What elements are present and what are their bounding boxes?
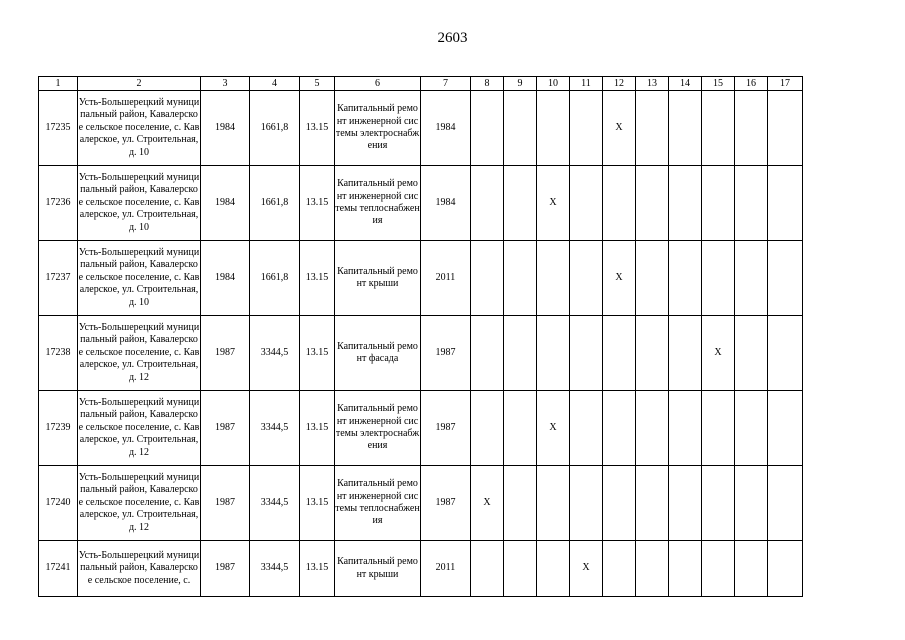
year-built-cell: 1987 <box>201 466 250 541</box>
mark-cell-col-8 <box>471 541 504 597</box>
column-header: 2 <box>78 77 201 91</box>
row-id-cell: 17241 <box>39 541 78 597</box>
mark-cell-col-14 <box>669 166 702 241</box>
mark-cell-col-15: X <box>702 316 735 391</box>
code-cell: 13.15 <box>300 541 335 597</box>
column-header: 12 <box>603 77 636 91</box>
area-cell: 3344,5 <box>250 391 300 466</box>
mark-cell-col-9 <box>504 391 537 466</box>
year-built-cell: 1984 <box>201 166 250 241</box>
column-header: 10 <box>537 77 570 91</box>
column-header: 15 <box>702 77 735 91</box>
year-work-cell: 1984 <box>421 166 471 241</box>
mark-cell-col-15 <box>702 541 735 597</box>
area-cell: 3344,5 <box>250 541 300 597</box>
column-header: 14 <box>669 77 702 91</box>
mark-cell-col-10: X <box>537 166 570 241</box>
mark-cell-col-13 <box>636 166 669 241</box>
address-cell: Усть-Большерецкий муниципальный район, Кавалерское сельское поселение, с. Кавалерское, ул. Строительная,д. 12 <box>78 466 201 541</box>
mark-cell-col-8 <box>471 316 504 391</box>
row-id-cell: 17239 <box>39 391 78 466</box>
work-type-cell: Капитальный ремонт инженерной системы теплоснабжения <box>335 166 421 241</box>
mark-cell-col-12 <box>603 466 636 541</box>
mark-cell-col-13 <box>636 91 669 166</box>
column-header: 7 <box>421 77 471 91</box>
year-work-cell: 1984 <box>421 91 471 166</box>
column-header: 9 <box>504 77 537 91</box>
address-cell: Усть-Большерецкий муниципальный район, Кавалерское сельское поселение, с. Кавалерское, ул. Строительная,д. 10 <box>78 91 201 166</box>
mark-cell-col-14 <box>669 241 702 316</box>
year-work-cell: 1987 <box>421 466 471 541</box>
address-cell: Усть-Большерецкий муниципальный район, Кавалерское сельское поселение, с. Кавалерское, ул. Строительная,д. 12 <box>78 316 201 391</box>
code-cell: 13.15 <box>300 391 335 466</box>
mark-cell-col-12 <box>603 391 636 466</box>
mark-cell-col-11 <box>570 166 603 241</box>
code-cell: 13.15 <box>300 466 335 541</box>
column-header: 1 <box>39 77 78 91</box>
area-cell: 3344,5 <box>250 466 300 541</box>
row-id-cell: 17235 <box>39 91 78 166</box>
mark-cell-col-9 <box>504 91 537 166</box>
mark-cell-col-16 <box>735 541 768 597</box>
code-cell: 13.15 <box>300 91 335 166</box>
year-built-cell: 1984 <box>201 241 250 316</box>
mark-cell-col-8 <box>471 91 504 166</box>
year-built-cell: 1987 <box>201 391 250 466</box>
code-cell: 13.15 <box>300 166 335 241</box>
mark-cell-col-11 <box>570 391 603 466</box>
mark-cell-col-16 <box>735 166 768 241</box>
area-cell: 3344,5 <box>250 316 300 391</box>
mark-cell-col-14 <box>669 391 702 466</box>
mark-cell-col-13 <box>636 391 669 466</box>
area-cell: 1661,8 <box>250 91 300 166</box>
mark-cell-col-11: X <box>570 541 603 597</box>
header-row <box>39 77 803 91</box>
table-row <box>39 466 803 541</box>
mark-cell-col-17 <box>768 241 803 316</box>
column-header: 4 <box>250 77 300 91</box>
mark-cell-col-9 <box>504 316 537 391</box>
mark-cell-col-11 <box>570 316 603 391</box>
row-id-cell: 17238 <box>39 316 78 391</box>
mark-cell-col-12 <box>603 541 636 597</box>
mark-cell-col-15 <box>702 466 735 541</box>
mark-cell-col-16 <box>735 466 768 541</box>
work-type-cell: Капитальный ремонт крыши <box>335 241 421 316</box>
mark-cell-col-9 <box>504 466 537 541</box>
table-row <box>39 316 803 391</box>
page-number: 2603 <box>437 30 468 46</box>
row-id-cell: 17237 <box>39 241 78 316</box>
work-type-cell: Капитальный ремонт инженерной системы электроснабжения <box>335 391 421 466</box>
column-header: 3 <box>201 77 250 91</box>
column-header: 16 <box>735 77 768 91</box>
mark-cell-col-12: X <box>603 91 636 166</box>
column-header: 6 <box>335 77 421 91</box>
mark-cell-col-14 <box>669 541 702 597</box>
mark-cell-col-10 <box>537 316 570 391</box>
column-header: 8 <box>471 77 504 91</box>
column-header: 11 <box>570 77 603 91</box>
mark-cell-col-12 <box>603 316 636 391</box>
mark-cell-col-14 <box>669 91 702 166</box>
mark-cell-col-13 <box>636 541 669 597</box>
row-id-cell: 17240 <box>39 466 78 541</box>
mark-cell-col-8 <box>471 241 504 316</box>
year-built-cell: 1987 <box>201 316 250 391</box>
year-work-cell: 1987 <box>421 316 471 391</box>
mark-cell-col-16 <box>735 391 768 466</box>
year-built-cell: 1984 <box>201 91 250 166</box>
code-cell: 13.15 <box>300 316 335 391</box>
mark-cell-col-13 <box>636 316 669 391</box>
table-row <box>39 391 803 466</box>
mark-cell-col-10 <box>537 541 570 597</box>
address-cell: Усть-Большерецкий муниципальный район, Кавалерское сельское поселение, с. <box>78 541 201 597</box>
table-row <box>39 166 803 241</box>
mark-cell-col-17 <box>768 541 803 597</box>
mark-cell-col-17 <box>768 391 803 466</box>
mark-cell-col-12 <box>603 166 636 241</box>
table-row <box>39 91 803 166</box>
area-cell: 1661,8 <box>250 241 300 316</box>
work-type-cell: Капитальный ремонт инженерной системы электроснабжения <box>335 91 421 166</box>
mark-cell-col-9 <box>504 241 537 316</box>
mark-cell-col-13 <box>636 241 669 316</box>
mark-cell-col-12: X <box>603 241 636 316</box>
mark-cell-col-15 <box>702 391 735 466</box>
mark-cell-col-11 <box>570 241 603 316</box>
mark-cell-col-10: X <box>537 391 570 466</box>
row-id-cell: 17236 <box>39 166 78 241</box>
mark-cell-col-15 <box>702 241 735 316</box>
mark-cell-col-9 <box>504 166 537 241</box>
address-cell: Усть-Большерецкий муниципальный район, Кавалерское сельское поселение, с. Кавалерское, ул. Строительная,д. 12 <box>78 391 201 466</box>
mark-cell-col-8: X <box>471 466 504 541</box>
address-cell: Усть-Большерецкий муниципальный район, Кавалерское сельское поселение, с. Кавалерское, ул. Строительная,д. 10 <box>78 166 201 241</box>
mark-cell-col-14 <box>669 466 702 541</box>
mark-cell-col-14 <box>669 316 702 391</box>
column-header: 5 <box>300 77 335 91</box>
mark-cell-col-9 <box>504 541 537 597</box>
year-work-cell: 2011 <box>421 541 471 597</box>
area-cell: 1661,8 <box>250 166 300 241</box>
mark-cell-col-13 <box>636 466 669 541</box>
table-row <box>39 241 803 316</box>
repair-table <box>38 76 803 597</box>
work-type-cell: Капитальный ремонт инженерной системы теплоснабжения <box>335 466 421 541</box>
work-type-cell: Капитальный ремонт фасада <box>335 316 421 391</box>
column-header: 17 <box>768 77 803 91</box>
mark-cell-col-8 <box>471 391 504 466</box>
mark-cell-col-16 <box>735 91 768 166</box>
mark-cell-col-11 <box>570 466 603 541</box>
mark-cell-col-17 <box>768 91 803 166</box>
mark-cell-col-17 <box>768 466 803 541</box>
code-cell: 13.15 <box>300 241 335 316</box>
work-type-cell: Капитальный ремонт крыши <box>335 541 421 597</box>
mark-cell-col-11 <box>570 91 603 166</box>
mark-cell-col-15 <box>702 91 735 166</box>
mark-cell-col-10 <box>537 466 570 541</box>
year-work-cell: 2011 <box>421 241 471 316</box>
mark-cell-col-10 <box>537 241 570 316</box>
mark-cell-col-8 <box>471 166 504 241</box>
mark-cell-col-16 <box>735 316 768 391</box>
year-work-cell: 1987 <box>421 391 471 466</box>
column-header: 13 <box>636 77 669 91</box>
mark-cell-col-16 <box>735 241 768 316</box>
table-row <box>39 541 803 597</box>
mark-cell-col-17 <box>768 316 803 391</box>
year-built-cell: 1987 <box>201 541 250 597</box>
mark-cell-col-17 <box>768 166 803 241</box>
mark-cell-col-10 <box>537 91 570 166</box>
address-cell: Усть-Большерецкий муниципальный район, Кавалерское сельское поселение, с. Кавалерское, ул. Строительная,д. 10 <box>78 241 201 316</box>
mark-cell-col-15 <box>702 166 735 241</box>
